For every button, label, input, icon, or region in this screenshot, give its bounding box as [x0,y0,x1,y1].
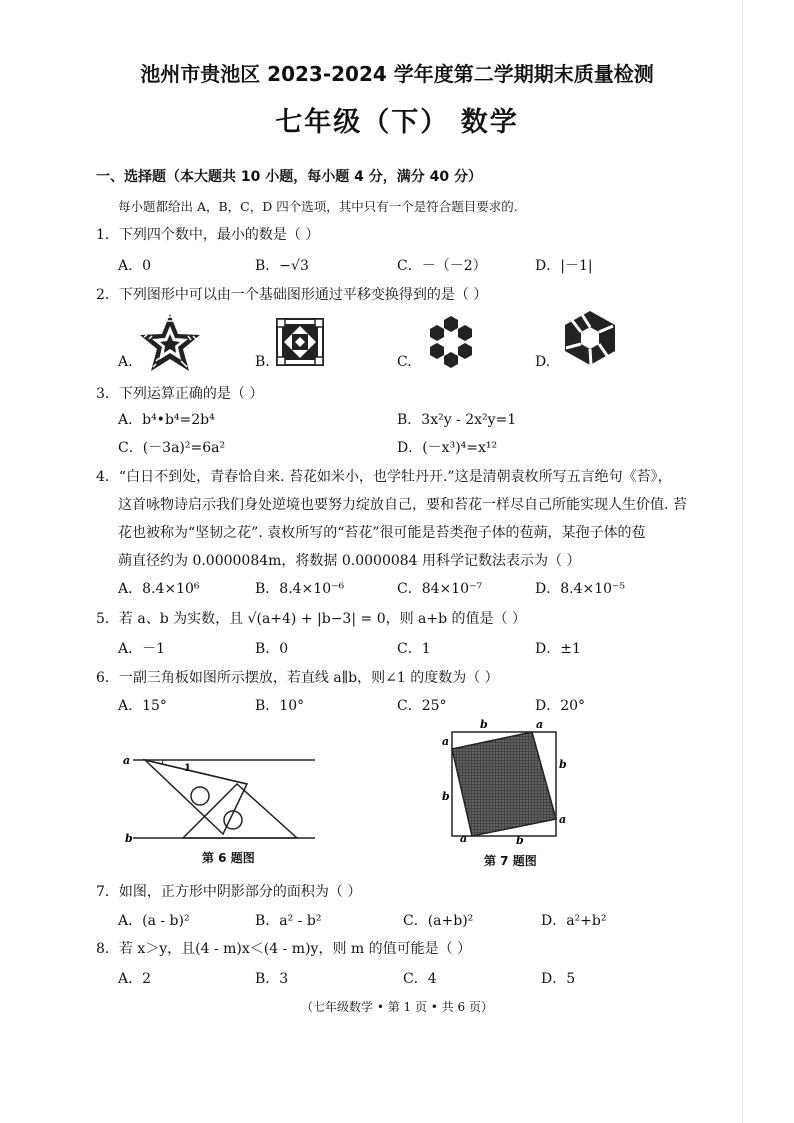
q5-option-d: D．±1 [535,641,581,657]
fig6-angle-label: 1 [184,763,191,774]
q4-option-d: D．8.4×10⁻⁵ [535,581,626,597]
question-5-stem: 5．若 a、b 为实数，且 √(a+4) + |b−3| = 0，则 a+b 的值是（ ） [96,611,526,627]
q2-figure-a-star [138,312,202,374]
q7-option-d: D．a²+b² [541,913,607,929]
q1-option-b: B．−√3 [255,258,309,274]
question-4-line-2: 这首咏物诗启示我们身处逆境也要努力绽放自己，要和苔花一样尽自己所能实现人生价值. 苔 [118,497,687,513]
q3-option-d: D．(－x³)⁴=x¹² [397,440,498,456]
question-4-line-1: 4．“白日不到处，青春恰自来. 苔花如米小，也学牡丹开.”这是清朝袁枚所写五言绝句《苔》， [96,469,672,485]
q6-option-d: D．20° [535,698,586,714]
q7-option-a: A．(a - b)² [118,913,190,929]
q1-option-c: C．－（－2） [397,258,487,274]
question-2-stem: 2．下列图形中可以由一个基础图形通过平移变换得到的是（ ） [96,287,488,303]
fig7-label-bottom-b: b [516,834,524,847]
q2-figure-d-aperture [561,310,619,366]
fig7-label-right-a: a [559,813,567,826]
figure-7-caption: 第 7 题图 [484,854,537,868]
q3-option-c: C．(－3a)²=6a² [118,440,226,456]
figure-6-triangles [115,750,315,845]
fig6-label-a: a [123,754,131,767]
fig6-label-b: b [125,832,133,845]
q8-option-d: D．5 [541,971,576,987]
question-4-line-4: 蒴直径约为 0.0000084m，将数据 0.0000084 用科学记数法表示为（ ） [118,553,581,569]
figure-6-caption: 第 6 题图 [202,851,255,865]
page-edge [742,0,743,1123]
question-4-line-3: 花也被称为“坚韧之花”. 袁枚所写的“苔花”很可能是苔类孢子体的苞蒴，某孢子体的苞 [118,525,646,541]
question-6-stem: 6．一副三角板如图所示摆放，若直线 a∥b，则∠1 的度数为（ ） [96,670,499,686]
question-3-stem: 3．下列运算正确的是（ ） [96,386,264,402]
q4-option-b: B．8.4×10⁻⁶ [255,581,345,597]
q8-option-c: C．4 [403,971,437,987]
section-heading: 一、选择题（本大题共 10 小题，每小题 4 分，满分 40 分） [96,169,482,185]
q6-option-a: A．15° [118,698,167,714]
q2-option-d: D. [535,354,551,370]
exam-title: 池州市贵池区 2023-2024 学年度第二学期期末质量检测 [140,62,654,86]
q5-option-b: B．0 [255,641,289,657]
fig7-label-top-b: b [480,718,488,731]
q5-option-c: C．1 [397,641,431,657]
figure-7-square [436,716,576,846]
fig7-label-right-b: b [559,758,567,771]
q2-option-c: C. [397,354,412,370]
q7-option-b: B．a² - b² [255,913,322,929]
fig7-label-top-a: a [536,718,544,731]
q1-option-d: D．|－1| [535,258,593,274]
fig7-label-left-b: b [442,790,450,803]
q5-option-a: A．－1 [118,641,166,657]
q8-option-a: A．2 [118,971,152,987]
fig7-label-left-a: a [442,735,450,748]
q2-option-b: B. [255,354,270,370]
fig7-label-bottom-a: a [460,832,468,845]
page-footer: （七年级数学 • 第 1 页 • 共 6 页） [301,1000,493,1014]
q2-figure-c-hexagons [422,315,480,369]
question-7-stem: 7．如图，正方形中阴影部分的面积为（ ） [96,884,362,900]
q4-option-c: C．84×10⁻⁷ [397,581,483,597]
question-8-stem: 8．若 x＞y，且(4 - m)x＜(4 - m)y，则 m 的值可能是（ ） [96,941,472,957]
q1-option-a: A．0 [118,258,152,274]
q6-option-c: C．25° [397,698,447,714]
question-1-stem: 1．下列四个数中，最小的数是（ ） [96,227,320,243]
exam-subtitle: 七年级（下） 数学 [275,107,519,138]
q7-option-c: C．(a+b)² [403,913,474,929]
q4-option-a: A．8.4×10⁶ [118,581,200,597]
q3-option-b: B．3x²y - 2x²y=1 [397,412,517,428]
q3-option-a: A．b⁴•b⁴=2b⁴ [118,412,215,428]
q2-option-a: A. [118,354,133,370]
section-instruction: 每小题都给出 A，B，C，D 四个选项，其中只有一个是符合题目要求的. [118,199,518,214]
q8-option-b: B．3 [255,971,289,987]
q2-figure-b-squares [276,318,324,366]
q6-option-b: B．10° [255,698,305,714]
